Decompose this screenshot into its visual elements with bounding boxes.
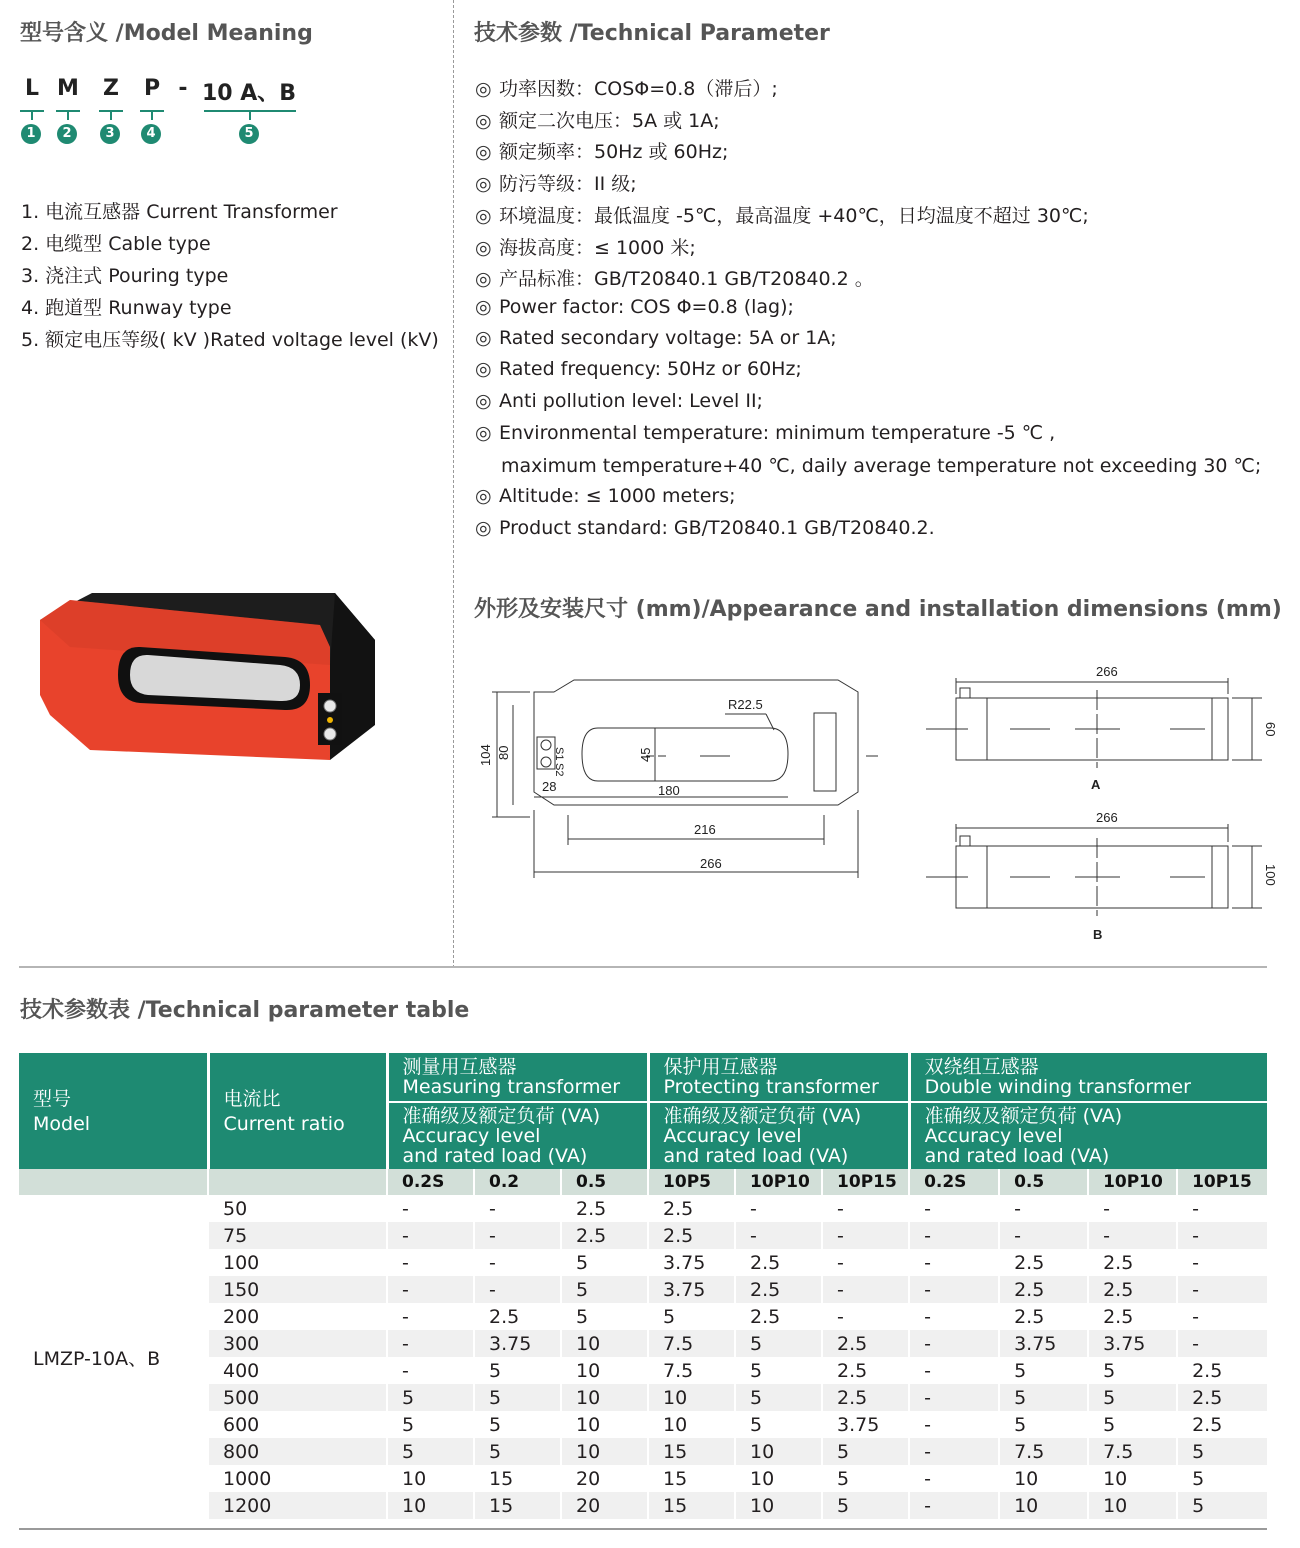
param-item [475,296,794,318]
header-protecting [648,1053,909,1102]
value-cell: 5 [561,1276,648,1303]
value-cell: 5 [474,1357,561,1384]
value-cell: 5 [822,1492,909,1519]
value-cell: 2.5 [1088,1276,1177,1303]
value-cell: 5 [1088,1384,1177,1411]
value-cell: - [1177,1195,1267,1222]
value-cell: 2.5 [999,1303,1088,1330]
subheader-cell: 0.5 [999,1169,1088,1195]
param-item [475,327,837,349]
tech-param-title: 技术参数 /Technical Parameter [474,21,830,46]
value-cell: - [909,1411,999,1438]
param-text: 环境温度：最低温度 -5℃，最高温度 +40℃，日均温度不超过 30℃; [499,205,1089,227]
terminal-circle-1 [541,740,551,750]
value-cell: 10 [648,1411,735,1438]
value-cell: - [474,1195,561,1222]
code-tick-1 [31,110,33,120]
value-cell: - [909,1276,999,1303]
model-meaning-title: 型号含义 /Model Meaning [20,21,313,46]
value-cell: - [909,1330,999,1357]
meaning-item: 2. 电缆型 Cable type [21,233,211,255]
label-a: A [1091,777,1101,792]
ratio-cell: 400 [208,1357,387,1384]
value-cell: 10 [387,1492,474,1519]
param-text: Power factor: COS Φ=0.8 (lag); [499,296,794,318]
value-cell: - [822,1249,909,1276]
code-letter-m: M [57,76,79,101]
value-cell: 5 [735,1411,822,1438]
value-cell: - [1177,1249,1267,1276]
label-s2: S2 [553,763,565,777]
value-cell: 5 [387,1438,474,1465]
code-letter-p: P [143,76,161,101]
meaning-item: 4. 跑道型 Runway type [21,297,232,319]
value-cell: 7.5 [1088,1438,1177,1465]
bullet-icon: ◎ [475,358,492,380]
subheader-cell: 0.5 [561,1169,648,1195]
ratio-cell: 50 [208,1195,387,1222]
value-cell: 5 [648,1303,735,1330]
bullet-icon: ◎ [475,268,492,290]
value-cell: - [999,1195,1088,1222]
param-item [475,169,637,196]
value-cell: - [909,1384,999,1411]
value-cell: - [387,1222,474,1249]
label-s1: S1 [553,747,565,761]
value-cell: 2.5 [735,1276,822,1303]
header-protecting-en: Protecting transformer [663,1076,879,1098]
value-cell: - [474,1249,561,1276]
header-model-en: Model [33,1112,91,1135]
label-180: 180 [658,783,680,798]
value-cell: 10 [735,1465,822,1492]
param-text: Rated secondary voltage: 5A or 1A; [499,327,837,349]
param-item [475,74,778,101]
value-cell: 2.5 [561,1195,648,1222]
value-cell: 5 [1177,1465,1267,1492]
label-28: 28 [542,779,557,794]
param-text: 额定频率：50Hz 或 60Hz; [499,141,729,163]
value-cell: - [387,1357,474,1384]
value-cell: 10 [561,1384,648,1411]
code-tick-4 [151,110,153,120]
value-cell: 10 [1088,1492,1177,1519]
value-cell: 20 [561,1465,648,1492]
bullet-icon: ◎ [475,422,492,444]
header-acc-cn: 准确级及额定负荷 (VA) [663,1105,862,1127]
value-cell: 5 [999,1411,1088,1438]
value-cell: 5 [822,1438,909,1465]
value-cell: 5 [474,1438,561,1465]
param-text: Anti pollution level: Level II; [499,390,763,412]
value-cell: - [909,1303,999,1330]
header-acc-en2: and rated load (VA) [924,1145,1110,1167]
terminal-s2 [324,728,336,740]
code-number-2: 2 [57,124,77,144]
value-cell: - [387,1276,474,1303]
value-cell: - [822,1276,909,1303]
ratio-cell: 1000 [208,1465,387,1492]
value-cell: 5 [561,1303,648,1330]
value-cell: 7.5 [999,1438,1088,1465]
value-cell: 2.5 [999,1249,1088,1276]
param-item [475,517,935,539]
value-cell: - [1177,1330,1267,1357]
value-cell: 5 [735,1330,822,1357]
bullet-icon: ◎ [475,485,492,507]
ratio-cell: 75 [208,1222,387,1249]
value-cell: 3.75 [822,1411,909,1438]
terminal-mark [327,717,333,723]
header-acc-en1: Accuracy level [663,1125,802,1147]
bullet-icon: ◎ [475,205,492,227]
header-double-en: Double winding transformer [924,1076,1191,1098]
value-cell: 5 [474,1384,561,1411]
header-acc-cn: 准确级及额定负荷 (VA) [924,1105,1123,1127]
value-cell: 2.5 [822,1330,909,1357]
header-acc-en1: Accuracy level [924,1125,1063,1147]
value-cell: - [909,1249,999,1276]
param-text: 海拔高度：≤ 1000 米; [499,237,696,259]
subheader-cell: 10P5 [648,1169,735,1195]
value-cell: 2.5 [1177,1357,1267,1384]
meaning-item: 3. 浇注式 Pouring type [21,265,229,287]
value-cell: 7.5 [648,1330,735,1357]
header-double [909,1053,1267,1102]
value-cell: 10 [561,1357,648,1384]
param-text: Rated frequency: 50Hz or 60Hz; [499,358,802,380]
header-model-cn: 型号 [33,1087,72,1110]
code-number-3: 3 [100,124,120,144]
subheader-cell: 0.2S [909,1169,999,1195]
value-cell: 5 [1177,1492,1267,1519]
value-cell: 3.75 [1088,1330,1177,1357]
value-cell: 2.5 [1177,1384,1267,1411]
code-tick-2 [67,110,69,120]
label-104: 104 [478,744,493,766]
value-cell: 10 [561,1438,648,1465]
header-acc-en2: and rated load (VA) [402,1145,588,1167]
header-acc-measuring [387,1102,648,1169]
ratio-cell: 300 [208,1330,387,1357]
value-cell: - [474,1222,561,1249]
label-80: 80 [496,745,511,760]
meaning-item: 1. 电流互感器 Current Transformer [21,201,338,223]
value-cell: 2.5 [822,1384,909,1411]
param-item [475,201,1089,228]
value-cell: - [1088,1195,1177,1222]
value-cell: 5 [1088,1411,1177,1438]
header-measuring-cn: 测量用互感器 [402,1056,517,1078]
subheader-cell: 10P10 [735,1169,822,1195]
ratio-cell: 200 [208,1303,387,1330]
value-cell: - [387,1195,474,1222]
value-cell: 3.75 [648,1249,735,1276]
code-number-1: 1 [21,124,41,144]
terminal-circle-2 [541,757,551,767]
product-image [30,585,380,780]
value-cell: 2.5 [561,1222,648,1249]
subheader-cell: 10P15 [1177,1169,1267,1195]
subheader-empty [208,1169,387,1195]
value-cell: 10 [648,1384,735,1411]
label-r22: R22.5 [728,697,763,712]
bullet-icon: ◎ [475,141,492,163]
value-cell: 5 [735,1384,822,1411]
value-cell: - [909,1465,999,1492]
value-cell: - [387,1249,474,1276]
bullet-icon: ◎ [475,517,492,539]
value-cell: 2.5 [735,1303,822,1330]
bullet-icon: ◎ [475,173,492,195]
label-a-266: 266 [1096,664,1118,679]
table-header-row-1 [19,1053,1267,1102]
ratio-cell: 1200 [208,1492,387,1519]
side-b-terminal [960,836,970,846]
value-cell: 20 [561,1492,648,1519]
value-cell: 5 [735,1357,822,1384]
code-letter-z: Z [103,76,119,101]
header-model [19,1053,208,1169]
value-cell: 10 [387,1465,474,1492]
code-number-5: 5 [239,124,259,144]
value-cell: 5 [387,1384,474,1411]
value-cell: - [822,1195,909,1222]
value-cell: 2.5 [999,1276,1088,1303]
label-266: 266 [700,856,722,871]
value-cell: 2.5 [735,1249,822,1276]
value-cell: 2.5 [1088,1249,1177,1276]
value-cell: 10 [735,1492,822,1519]
value-cell: 5 [999,1357,1088,1384]
value-cell: 5 [1088,1357,1177,1384]
subheader-cell: 10P15 [822,1169,909,1195]
value-cell: - [387,1303,474,1330]
value-cell: 2.5 [648,1195,735,1222]
value-cell: 3.75 [999,1330,1088,1357]
value-cell: - [909,1438,999,1465]
value-cell: - [735,1195,822,1222]
nameplate [814,713,836,791]
table-subheader-row [19,1169,1267,1195]
bullet-icon: ◎ [475,327,492,349]
meaning-item: 5. 额定电压等级( kV )Rated voltage level (kV) [21,329,439,351]
side-a-terminal [960,688,970,698]
value-cell: 2.5 [474,1303,561,1330]
header-ratio-en: Current ratio [223,1112,345,1135]
label-a-60: 60 [1263,722,1278,737]
value-cell: 2.5 [822,1357,909,1384]
value-cell: 10 [561,1411,648,1438]
value-cell: - [1088,1222,1177,1249]
param-item [475,390,763,412]
value-cell: - [1177,1222,1267,1249]
value-cell: - [1177,1303,1267,1330]
value-cell: 10 [561,1330,648,1357]
param-item [475,422,1055,444]
value-cell: 5 [387,1411,474,1438]
code-letter-dash: - [178,76,188,101]
param-text: 额定二次电压：5A 或 1A; [499,110,720,132]
value-cell: 5 [822,1465,909,1492]
dimension-drawing [470,650,1290,950]
value-cell: - [822,1303,909,1330]
param-item [475,264,874,291]
param-text: Product standard: GB/T20840.1 GB/T20840.2. [499,517,935,539]
value-cell: 7.5 [648,1357,735,1384]
value-cell: 5 [561,1249,648,1276]
bullet-icon: ◎ [475,110,492,132]
param-text: Altitude: ≤ 1000 meters; [499,485,736,507]
value-cell: 10 [999,1492,1088,1519]
value-cell: 2.5 [648,1222,735,1249]
label-b: B [1093,927,1103,942]
param-text: Environmental temperature: minimum temperature -5 ℃ , [499,422,1056,444]
ratio-cell: 500 [208,1384,387,1411]
value-cell: 10 [999,1465,1088,1492]
code-number-4: 4 [141,124,161,144]
table-title: 技术参数表 /Technical parameter table [20,998,470,1023]
dimensions-title: 外形及安装尺寸 (mm)/Appearance and installation dimensions (mm) [474,597,1282,622]
subheader-cell: 0.2 [474,1169,561,1195]
label-45: 45 [638,747,653,762]
value-cell: 10 [735,1438,822,1465]
ratio-cell: 600 [208,1411,387,1438]
value-cell: 2.5 [1088,1303,1177,1330]
label-216: 216 [694,822,716,837]
ratio-cell: 800 [208,1438,387,1465]
value-cell: - [1177,1276,1267,1303]
value-cell: 5 [474,1411,561,1438]
table-body [19,1195,1267,1519]
label-b-266: 266 [1096,810,1118,825]
header-ratio [208,1053,387,1169]
header-measuring [387,1053,648,1102]
value-cell: 10 [1088,1465,1177,1492]
value-cell: - [387,1330,474,1357]
header-acc-cn: 准确级及额定负荷 (VA) [402,1105,601,1127]
code-letter-voltage: 10 A、B [202,81,297,106]
subheader-empty [19,1169,208,1195]
param-item [475,358,802,380]
header-double-cn: 双绕组互感器 [924,1056,1039,1078]
param-item [475,233,696,260]
value-cell: 15 [474,1465,561,1492]
value-cell: 15 [648,1492,735,1519]
bullet-icon: ◎ [475,296,492,318]
label-b-100: 100 [1263,864,1278,886]
ratio-cell: 150 [208,1276,387,1303]
value-cell: 3.75 [474,1330,561,1357]
value-cell: 2.5 [1177,1411,1267,1438]
value-cell: - [909,1195,999,1222]
ratio-cell: 100 [208,1249,387,1276]
table-row [19,1195,1267,1222]
param-item [475,485,736,507]
value-cell: - [735,1222,822,1249]
header-acc-double [909,1102,1267,1169]
header-acc-en2: and rated load (VA) [663,1145,849,1167]
value-cell: - [474,1276,561,1303]
code-tick-3 [110,110,112,120]
subheader-cell: 0.2S [387,1169,474,1195]
bullet-icon: ◎ [475,390,492,412]
horizontal-divider [19,966,1267,968]
value-cell: - [909,1222,999,1249]
vertical-divider [453,0,454,968]
value-cell: 15 [648,1465,735,1492]
model-cell: LMZP-10A、B [19,1195,208,1519]
code-letter-l: L [24,76,40,101]
value-cell: - [822,1222,909,1249]
value-cell: - [909,1492,999,1519]
bullet-icon: ◎ [475,78,492,100]
param-text: 功率因数：COSΦ=0.8（滞后）; [499,78,778,100]
header-ratio-cn: 电流比 [223,1087,281,1110]
code-tick-5 [249,110,251,120]
value-cell: 15 [474,1492,561,1519]
param-text: 产品标准：GB/T20840.1 GB/T20840.2 。 [499,268,874,290]
front-slot [582,728,788,781]
parameter-table [19,1053,1267,1519]
value-cell: 5 [999,1384,1088,1411]
value-cell: 5 [1177,1438,1267,1465]
value-cell: - [909,1357,999,1384]
subheader-cell: 10P10 [1088,1169,1177,1195]
param-text: 防污等级：II 级; [499,173,637,195]
bullet-icon: ◎ [475,237,492,259]
value-cell: - [999,1222,1088,1249]
param-continuation: maximum temperature+40 ℃, daily average temperature not exceeding 30 ℃; [501,455,1262,477]
header-acc-protecting [648,1102,909,1169]
param-item [475,106,720,133]
value-cell: 3.75 [648,1276,735,1303]
table-bottom-rule [19,1528,1267,1530]
terminal-box [537,737,555,769]
header-protecting-cn: 保护用互感器 [663,1056,778,1078]
header-acc-en1: Accuracy level [402,1125,541,1147]
value-cell: 15 [648,1438,735,1465]
param-item [475,137,728,164]
header-measuring-en: Measuring transformer [402,1076,621,1098]
terminal-s1 [324,700,336,712]
